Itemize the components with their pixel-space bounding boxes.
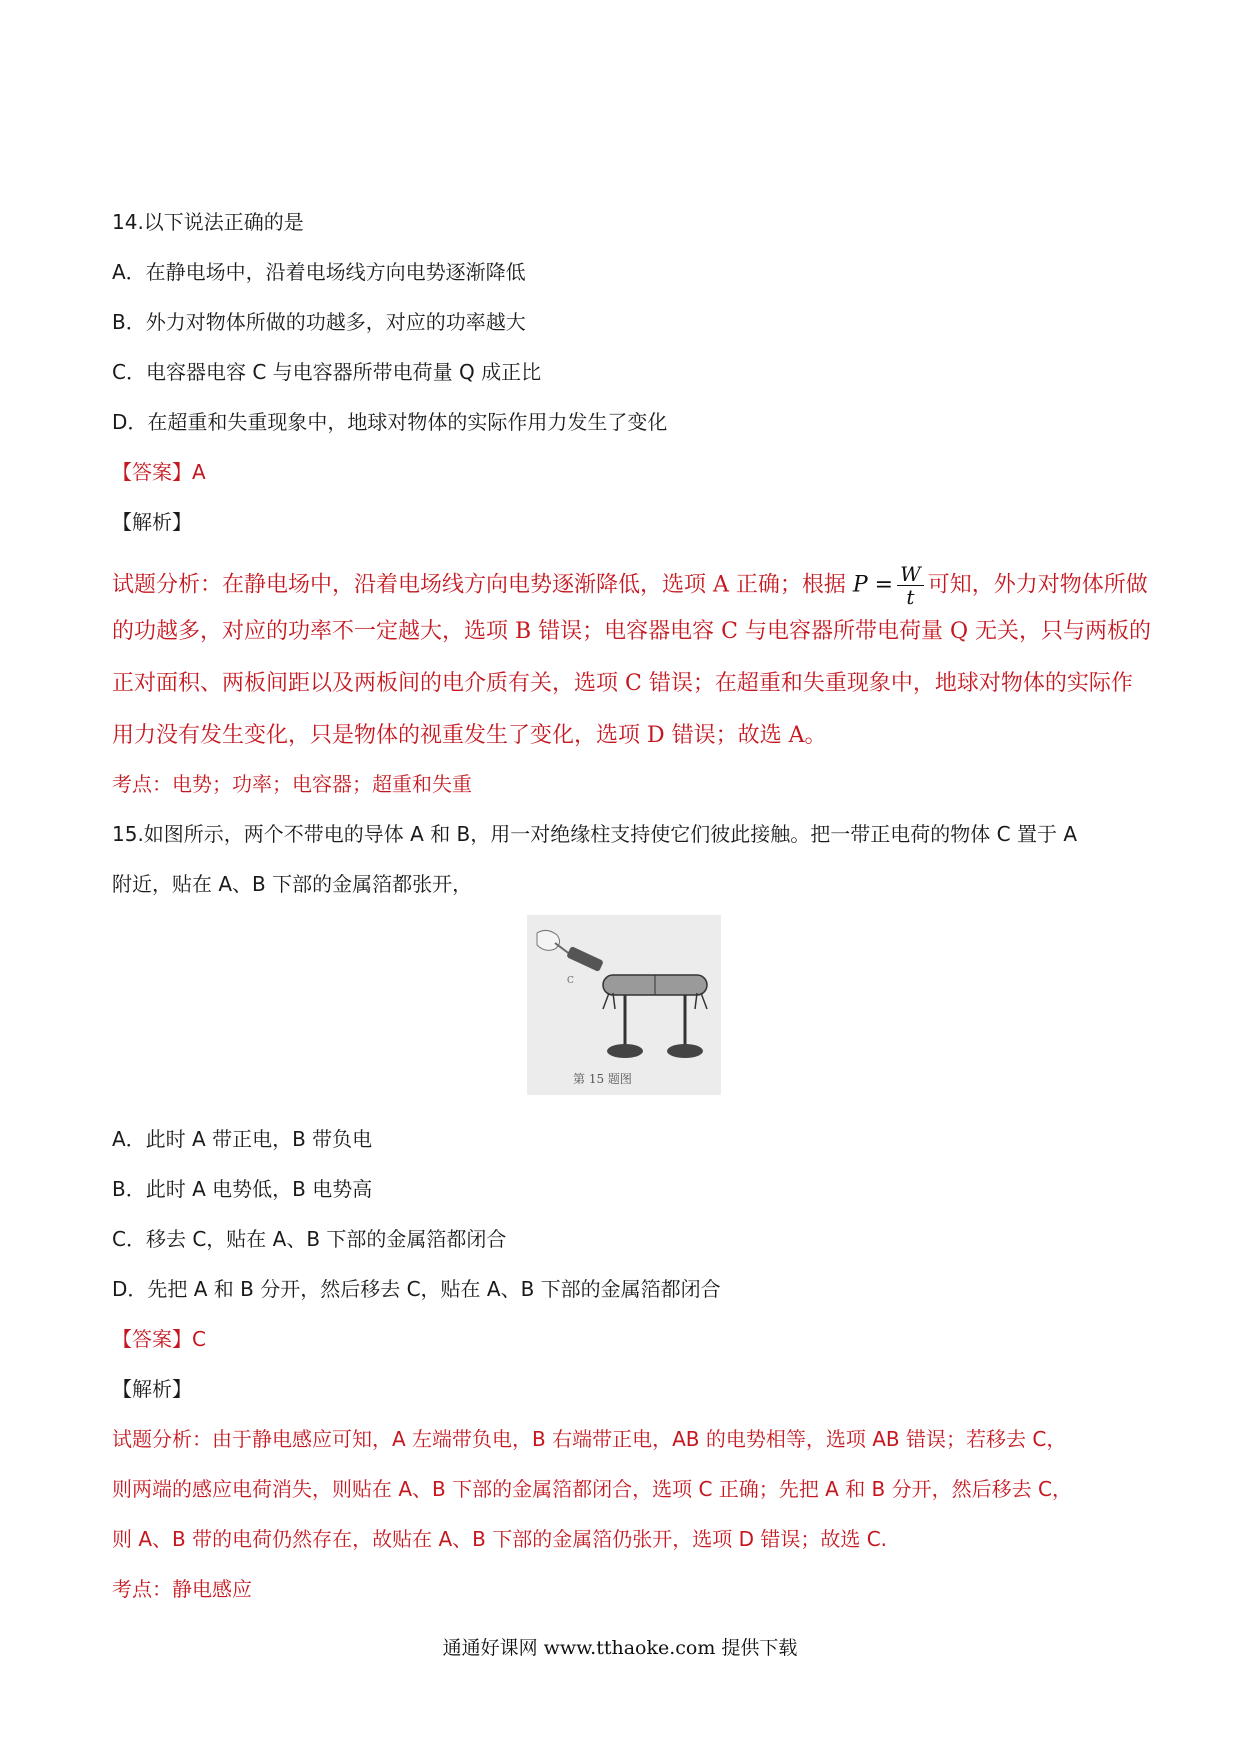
q15-analysis-heading: 【解析】: [112, 1377, 192, 1401]
q14-option-a: A．在静电场中，沿着电场线方向电势逐渐降低: [112, 260, 526, 284]
q14-option-d: D．在超重和失重现象中，地球对物体的实际作用力发生了变化: [112, 410, 668, 434]
q14-kaodian: 考点：电势；功率；电容器；超重和失重: [112, 772, 472, 796]
q14-option-c: C．电容器电容 C 与电容器所带电荷量 Q 成正比: [112, 360, 542, 384]
conductor-figure-illustration: [527, 915, 721, 1095]
q15-analysis-line-3: 则 A、B 带的电荷仍然存在，故贴在 A、B 下部的金属箔仍张开，选项 D 错误；故选 C.: [112, 1527, 888, 1551]
q14-stem: 14.以下说法正确的是: [112, 210, 304, 234]
q15-option-d: D．先把 A 和 B 分开，然后移去 C，贴在 A、B 下部的金属箔都闭合: [112, 1277, 721, 1301]
q15-figure: [527, 915, 721, 1095]
q14-analysis-line-4: 用力没有发生变化，只是物体的视重发生了变化，选项 D 错误；故选 A。: [112, 723, 827, 748]
figure-label-c: C: [567, 976, 574, 986]
q15-option-c: C．移去 C，贴在 A、B 下部的金属箔都闭合: [112, 1227, 507, 1251]
q15-answer: 【答案】C: [112, 1327, 206, 1351]
formula-lhs: P =: [852, 572, 894, 598]
q14-analysis-heading: 【解析】: [112, 510, 192, 534]
q14-analysis-text-1: 试题分析：在静电场中，沿着电场线方向电势逐渐降低，选项 A 正确；根据: [112, 572, 846, 598]
q15-stem-line-2: 附近，贴在 A、B 下部的金属箔都张开，: [112, 872, 473, 896]
q14-analysis-line-2: 的功越多，对应的功率不一定越大，选项 B 错误；电容器电容 C 与电容器所带电荷量 Q 无关，只与两板的: [112, 619, 1151, 644]
q14-analysis-line-1: [112, 563, 1148, 608]
q15-kaodian: 考点：静电感应: [112, 1577, 252, 1601]
q14-answer: 【答案】A: [112, 460, 206, 484]
q15-analysis-line-1: 试题分析：由于静电感应可知，A 左端带负电，B 右端带正电，AB 的电势相等，选项 AB 错误；若移去 C，: [112, 1427, 1067, 1451]
q15-stem-line-1: 15.如图所示，两个不带电的导体 A 和 B，用一对绝缘柱支持使它们彼此接触。把一带正电荷的物体 C 置于 A: [112, 822, 1077, 846]
q15-option-a: A．此时 A 带正电，B 带负电: [112, 1127, 373, 1151]
q14-option-b: B．外力对物体所做的功越多，对应的功率越大: [112, 310, 526, 334]
power-formula: [897, 563, 924, 608]
figure-caption: 第 15 题图: [573, 1072, 632, 1086]
page-footer: 通通好课网 www.tthaoke.com 提供下载: [442, 1637, 798, 1659]
q15-analysis-line-2: 则两端的感应电荷消失，则贴在 A、B 下部的金属箔都闭合，选项 C 正确；先把 A 和 B 分开，然后移去 C，: [112, 1477, 1072, 1501]
q14-analysis-line-3: 正对面积、两板间距以及两板间的电介质有关，选项 C 错误；在超重和失重现象中，地球对物体的实际作: [112, 671, 1133, 696]
q15-option-b: B．此时 A 电势低，B 电势高: [112, 1177, 373, 1201]
formula-numerator: W: [897, 563, 924, 586]
q14-analysis-text-1b: 可知，外力对物体所做: [927, 572, 1148, 598]
formula-denominator: t: [906, 585, 915, 609]
